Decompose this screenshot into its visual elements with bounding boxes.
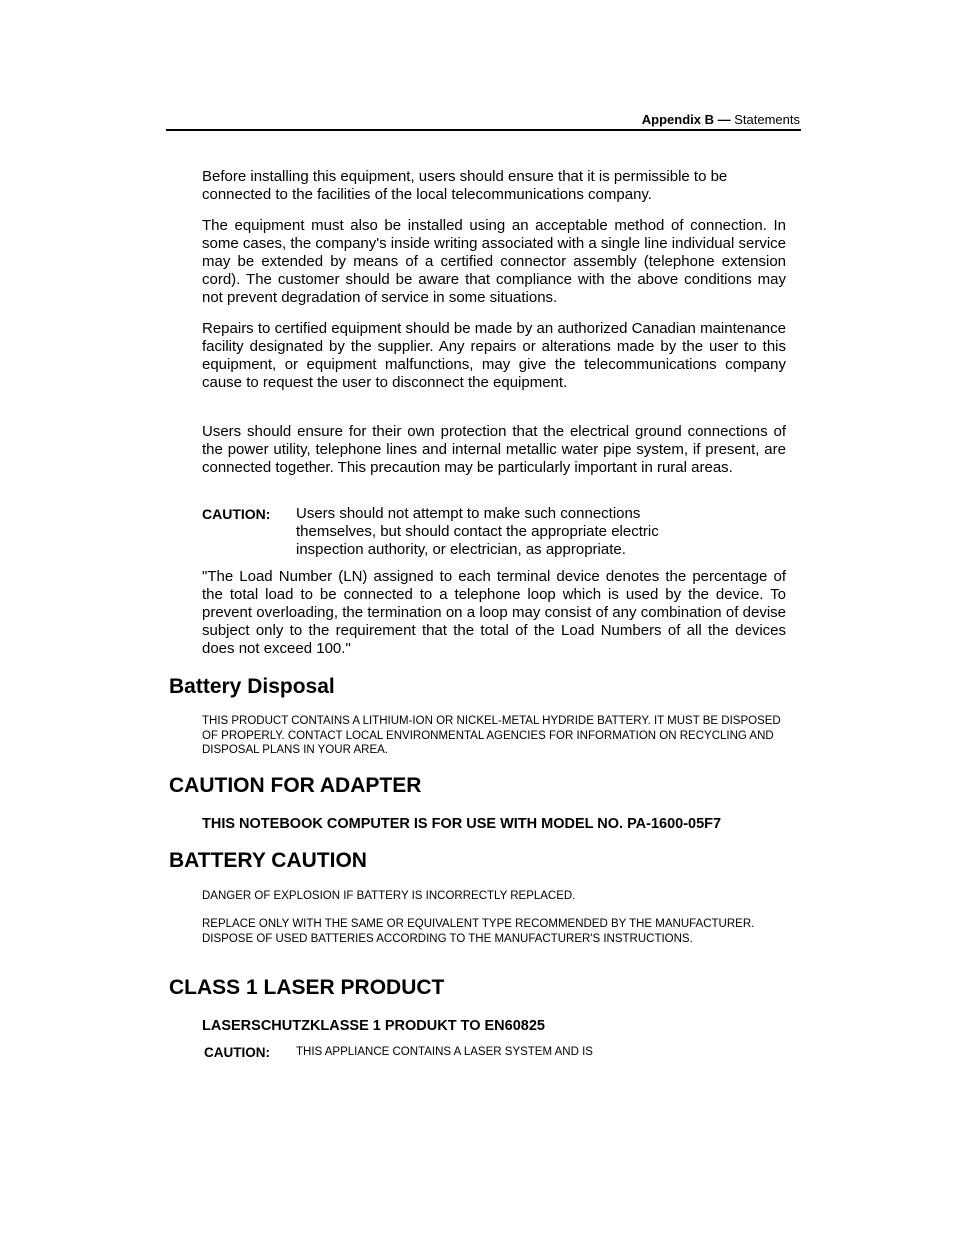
page-header xyxy=(166,112,800,128)
adapter-model-text: THIS NOTEBOOK COMPUTER IS FOR USE WITH MODEL NO. PA-1600-05F7 xyxy=(202,816,722,832)
heading-caution-adapter: CAUTION FOR ADAPTER xyxy=(169,774,422,797)
heading-laser-product: CLASS 1 LASER PRODUCT xyxy=(169,976,445,999)
heading-battery-disposal: Battery Disposal xyxy=(169,675,335,698)
laser-caution-text: THIS APPLIANCE CONTAINS A LASER SYSTEM AND IS xyxy=(296,1046,593,1058)
paragraph-repairs: Repairs to certified equipment should be made by an authorized Canadian maintenance facility designated by the supplier. Any repairs or alterations made by the user to this equipment, or equipment malfunctions, may give the telecommunications company cause to request the user to disconnect the equipment. xyxy=(202,320,786,391)
paragraph-load-number: "The Load Number (LN) assigned to each terminal device denotes the percentage of the total load to be connected to a telephone loop which is used by the device. To prevent overloading, the termination on a loop may consist of any combination of devise subject only to the requirement that the total of the Load Numbers of all the devices does not exceed 100." xyxy=(202,568,786,657)
battery-explosion-warning: DANGER OF EXPLOSION IF BATTERY IS INCORRECTLY REPLACED. xyxy=(202,890,576,902)
laser-class-subheading: LASERSCHUTZKLASSE 1 PRODUKT TO EN60825 xyxy=(202,1018,545,1034)
battery-disposal-text: THIS PRODUCT CONTAINS A LITHIUM-ION OR NICKEL-METAL HYDRIDE BATTERY. IT MUST BE DISPOSED OF PROPERLY. CONTACT LOCAL ENVIRONMENTAL AGENCIES FOR INFORMATION ON RECYCLING AND DISPOSAL PLANS IN YOUR AREA. xyxy=(202,715,781,756)
battery-replace-instructions: REPLACE ONLY WITH THE SAME OR EQUIVALENT TYPE RECOMMENDED BY THE MANUFACTURER. DISPOSE OF USED BATTERIES ACCORDING TO THE MANUFACTURER'S INSTRUCTIONS. xyxy=(202,918,755,945)
laser-caution-label: CAUTION: xyxy=(204,1045,270,1060)
paragraph-grounding: Users should ensure for their own protection that the electrical ground connections of the power utility, telephone lines and internal metallic water pipe system, if present, are connected together. This precaution may be particularly important in rural areas. xyxy=(202,423,786,476)
caution-connections xyxy=(202,505,786,561)
header-section-label: Appendix B — xyxy=(641,112,731,127)
heading-battery-caution: BATTERY CAUTION xyxy=(169,849,367,872)
paragraph-permissible: Before installing this equipment, users should ensure that it is permissible to be connected to the facilities of the local telecommunications company. xyxy=(202,168,728,203)
header-rule xyxy=(166,129,801,131)
paragraph-connection-method: The equipment must also be installed using an acceptable method of connection. In some cases, the company's inside writing associated with a single line individual service may be extended by means of a certified connector assembly (telephone extension cord). The customer should be aware that compliance with the above conditions may not prevent degradation of service in some situations. xyxy=(202,217,786,306)
header-section-title: Statements xyxy=(734,112,800,127)
caution-text: Users should not attempt to make such connections themselves, but should contact the appropriate electric inspection authority, or electrician, as appropriate. xyxy=(296,505,659,558)
caution-label: CAUTION: xyxy=(202,506,271,522)
